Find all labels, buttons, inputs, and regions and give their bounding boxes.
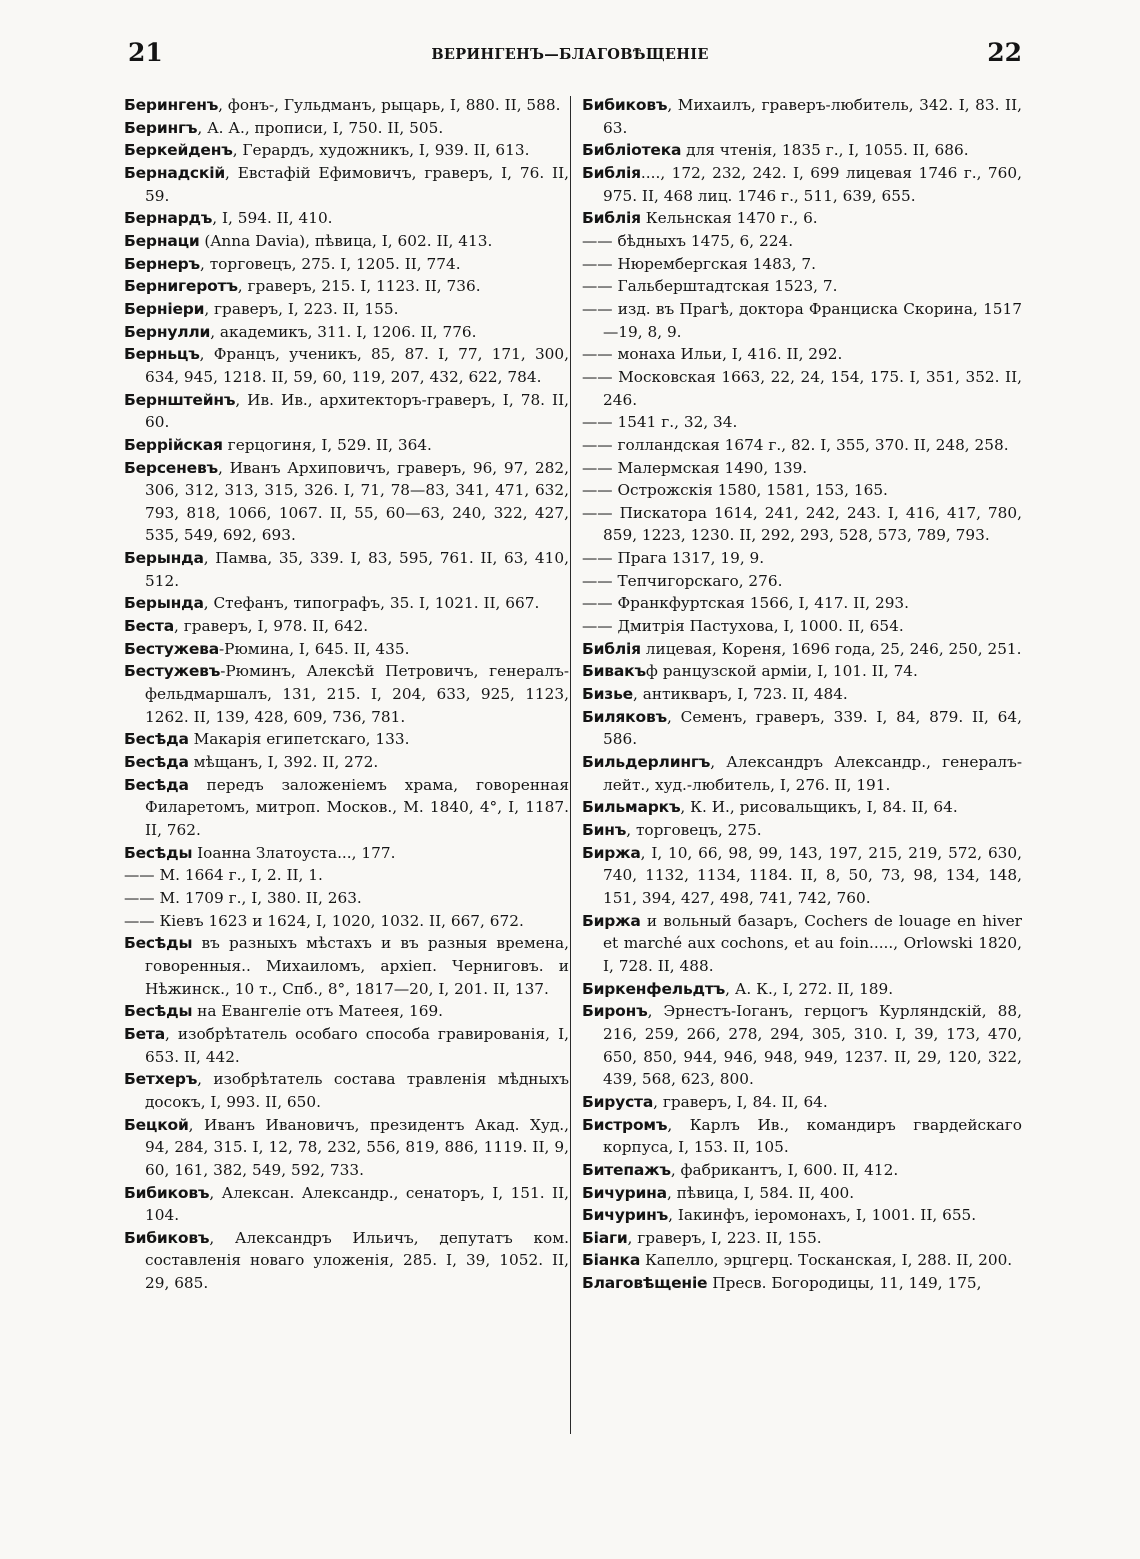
repeat-dash: —— [582,231,613,250]
entry-headword: Бестужевъ [124,662,221,681]
entry-text: Капелло, эрцгерц. Тосканская, I, 288. II, 200. [640,1251,1013,1270]
entry-headword: Біанка [582,1251,641,1270]
entry-headword: Биляковъ [582,707,668,726]
index-entry [124,660,569,728]
index-entry [124,457,569,548]
entry-text: , изобрѣтатель особаго способа гравированія, I, 653. II, 442. [145,1024,569,1066]
entry-headword: Бернулли [124,322,211,341]
index-entry [582,162,1022,207]
entry-text: , антикваръ, I, 723. II, 484. [633,685,848,704]
entry-headword: Бесѣда [124,730,189,749]
index-entry [582,592,1022,615]
index-entry [582,570,1022,593]
entry-text: , Евстафій Ефимовичъ, граверъ, I, 76. II, 59. [145,163,569,205]
index-entry [582,366,1022,411]
entry-text: , А. К., I, 272. II, 189. [725,979,894,998]
entry-headword: Бесѣда [124,775,189,794]
index-entry [582,1000,1022,1091]
repeat-dash: —— [582,254,613,273]
index-entry [582,230,1022,253]
entry-text: , Памва, 35, 339. I, 83, 595, 761. II, 63, 410, 512. [145,549,569,590]
entry-text: , Іакинфъ, іеромонахъ, I, 1001. II, 655. [668,1206,977,1225]
entry-text: , Алексан. Александр., сенаторъ, I, 151. II, 104. [145,1183,569,1225]
index-entry [582,547,1022,570]
entry-text: , Стефанъ, типографъ, 35. I, 1021. II, 667. [203,594,540,613]
index-entry [582,638,1022,661]
index-entry [582,139,1022,162]
entry-text: , граверъ, 215. I, 1123. II, 736. [237,277,481,296]
entry-text: Московская 1663, 22, 24, 154, 175. I, 351, 352. II, 246. [603,367,1022,409]
index-entry [582,434,1022,457]
entry-text: Малермская 1490, 139. [612,458,808,477]
index-entry [124,592,569,615]
entry-text: , фабрикантъ, I, 600. II, 412. [670,1160,899,1179]
entry-text: 1541 г., 32, 34. [612,413,738,432]
entry-text: Тепчигорскаго, 276. [612,571,783,590]
entry-text: , граверъ, I, 978. II, 642. [173,617,369,636]
entry-headword: Біаги [582,1228,628,1247]
entry-text: Іоанна Златоуста..., 177. [192,843,396,862]
entry-headword: Библіотека [582,141,682,160]
entry-text: М. 1664 г., I, 2. II, 1. [154,866,323,885]
index-entry [124,615,569,638]
entry-headword: Бернадскій [124,163,225,182]
entry-text: , торговецъ, 275. I, 1205. II, 774. [200,254,461,273]
entry-headword: Бета [124,1024,165,1043]
entry-text: -Рюмина, I, 645. II, 435. [219,639,410,658]
entry-text: , торговецъ, 275. [626,821,762,839]
entry-headword: Биркенфельдтъ [582,979,726,998]
index-entry [582,615,1022,638]
index-entry [124,139,569,162]
entry-text: , фонъ-, Гульдманъ, рыцарь, I, 880. II, 588. [218,96,561,114]
index-entry [582,978,1022,1001]
entry-headword: Берында [124,549,204,568]
index-entry [582,207,1022,230]
entry-headword: Берніери [124,299,205,318]
entry-text: бѣдныхъ 1475, 6, 224. [612,231,794,250]
entry-text: , Иванъ Ивановичъ, президентъ Акад. Худ., 94, 284, 315. I, 12, 78, 232, 556, 819, 886, 1119. II, 9, 60, 161, 382, 549, 592, 733. [145,1115,569,1179]
entry-headword: Бесѣды [124,1002,193,1021]
entry-headword: Бильдерлингъ [582,753,711,772]
index-entry [124,774,569,842]
entry-text: мѣщанъ, I, 392. II, 272. [188,753,379,772]
entry-text: въ разныхъ мѣстахъ и въ разныя времена, говоренныя.. Михаиломъ, архіеп. Черниговъ. и Нѣжинск., 10 т., Спб., 8°, 1817—20, I, 201. II, 137. [145,934,569,998]
entry-text: -Рюминъ, Алексѣй Петровичъ, генералъ-фельдмаршалъ, 131, 215. I, 204, 633, 925, 1123, 1262. II, 139, 428, 609, 736, 781. [145,662,569,726]
entry-text: Прага 1317, 19, 9. [612,549,765,568]
index-entry [124,864,569,887]
index-entry [582,275,1022,298]
index-entry [582,502,1022,547]
repeat-dash: —— [582,617,613,636]
index-entry [124,1227,569,1295]
entry-headword: Бибиковъ [124,1183,210,1202]
entry-headword: Бибиковъ [124,1228,210,1247]
entry-text: , А. А., прописи, I, 750. II, 505. [197,118,444,137]
entry-headword: Бестужева [124,639,220,658]
entry-headword: Библія [582,163,641,182]
entry-headword: Бецкой [124,1115,189,1134]
entry-headword: Бибиковъ [582,96,668,114]
index-entry [582,842,1022,910]
right-column [582,94,1022,1295]
entry-text: Макарія египетскаго, 133. [188,730,410,749]
index-entry [124,207,569,230]
repeat-dash: —— [582,481,613,500]
entry-headword: Библія [582,209,641,228]
entry-headword: Биржа [582,843,641,862]
entry-headword: Бистромъ [582,1115,668,1134]
entry-headword: Берсеневъ [124,458,219,477]
index-entry [582,1249,1022,1272]
entry-headword: Бернеръ [124,254,200,273]
entry-text: , Михаилъ, граверъ-любитель, 342. I, 83. II, 63. [603,96,1022,137]
entry-text: герцогиня, I, 529. II, 364. [222,435,432,454]
index-entry [124,751,569,774]
entry-headword: Бернигеротъ [124,277,238,296]
left-page-number: 21 [128,38,163,67]
entry-text: , пѣвица, I, 584. II, 400. [666,1183,855,1202]
index-entry [124,253,569,276]
entry-text: Кіевъ 1623 и 1624, I, 1020, 1032. II, 667, 672. [154,911,524,930]
repeat-dash: —— [582,571,613,590]
entry-text: монаха Ильи, I, 416. II, 292. [612,345,843,364]
index-entry [582,94,1022,139]
index-entry [582,910,1022,978]
entry-text: для чтенія, 1835 г., I, 1055. II, 686. [681,141,969,160]
index-entry [124,162,569,207]
index-entry [124,230,569,253]
entry-text: , Иванъ Архиповичъ, граверъ, 96, 97, 282, 306, 312, 313, 315, 326. I, 71, 78—83, 341, 471, 632, 793, 818, 1066, 1067. II, 55, 60—63, 240, 322, 427, 535, 549, 692, 693. [145,458,569,545]
entry-text: Гальберштадтская 1523, 7. [612,277,838,296]
repeat-dash: —— [124,888,155,907]
index-entry [582,683,1022,706]
index-entry [124,1000,569,1023]
index-entry [124,728,569,751]
entry-text: Нюрембергская 1483, 7. [612,254,816,273]
entry-headword: Бивакъ [582,662,646,681]
entry-text: Острожскія 1580, 1581, 153, 165. [612,481,888,500]
index-entry [582,343,1022,366]
entry-text: , граверъ, I, 223. II, 155. [204,299,399,318]
index-entry [582,796,1022,819]
repeat-dash: —— [582,458,613,477]
index-entry [124,389,569,434]
repeat-dash: —— [124,866,155,885]
index-entry [124,910,569,933]
index-entry [582,1227,1022,1250]
index-entry [124,94,569,117]
entry-text: , I, 594. II, 410. [212,209,333,228]
entry-headword: Берында [124,594,204,613]
page-header [0,38,1140,78]
running-title: ВЕРИНГЕНЪ—БЛАГОВѢЩЕНІЕ [431,46,709,63]
entry-text: , изобрѣтатель состава травленія мѣдныхъ досокъ, I, 993. II, 650. [145,1070,569,1111]
index-entry [124,1023,569,1068]
repeat-dash: —— [582,435,613,454]
entry-text: , Александръ Ильичъ, депутатъ ком. составленія новаго уложенія, 285. I, 39, 1052. II, 29, 685. [145,1228,569,1293]
left-column [124,94,569,1295]
entry-text: и вольный базаръ, Cochers de louage en hiver et marché aux cochons, et au foin....., Orlowski 1820, I, 728. II, 488. [603,911,1022,975]
repeat-dash: —— [582,413,613,432]
entry-text: Пискатора 1614, 241, 242, 243. I, 416, 417, 780, 859, 1223, 1230. II, 292, 293, 528, 573, 789, 793. [603,503,1022,545]
index-entry [124,638,569,661]
repeat-dash: —— [582,345,613,364]
column-divider [570,96,571,1434]
entry-headword: Бируста [582,1092,654,1111]
entry-headword: Битепажъ [582,1160,671,1179]
entry-text: , Александръ Александр., генералъ-лейт., худ.-любитель, I, 276. II, 191. [603,753,1022,794]
entry-headword: Берингъ [124,118,198,137]
entry-headword: Бичуринъ [582,1206,669,1225]
entry-text: , К. И., рисовальщикъ, I, 84. II, 64. [680,798,958,817]
index-entry [582,660,1022,683]
entry-text: (Anna Davia), пѣвица, I, 602. II, 413. [199,231,493,250]
index-entry [582,479,1022,502]
right-page-number: 22 [987,38,1022,67]
entry-headword: Бернштейнъ [124,390,236,409]
index-entry [124,298,569,321]
entry-text: на Евангеліе отъ Матеея, 169. [192,1002,444,1021]
entry-headword: Бинъ [582,821,627,839]
index-entry [124,842,569,865]
index-entry [124,117,569,140]
index-entry [124,1114,569,1182]
repeat-dash: —— [582,299,613,318]
entry-headword: Библія [582,639,641,658]
entry-headword: Бизье [582,685,633,704]
index-entry [582,1204,1022,1227]
entry-text: , граверъ, I, 84. II, 64. [653,1092,828,1111]
entry-text: Кельнская 1470 г., 6. [640,209,818,228]
index-entry [582,819,1022,842]
repeat-dash: —— [124,911,155,930]
entry-text: Дмитрія Пастухова, I, 1000. II, 654. [612,617,904,636]
entry-headword: Бетхеръ [124,1070,198,1089]
index-entry [124,547,569,592]
entry-headword: Берньцъ [124,345,200,364]
entry-text: изд. въ Прагѣ, доктора Франциска Скорина, 1517—19, 8, 9. [603,299,1022,341]
entry-headword: Беррійская [124,435,223,454]
repeat-dash: —— [582,367,613,386]
index-entry [124,321,569,344]
entry-text: , Францъ, ученикъ, 85, 87. I, 77, 171, 300, 634, 945, 1218. II, 59, 60, 119, 207, 432, 622, 784. [145,345,569,386]
entry-headword: Бесѣда [124,753,189,772]
index-entry [124,343,569,388]
entry-text: , Герардъ, художникъ, I, 939. II, 613. [232,141,530,160]
repeat-dash: —— [582,549,613,568]
entry-text: , граверъ, I, 223. II, 155. [627,1228,822,1247]
index-entry [124,1068,569,1113]
index-entry [124,932,569,1000]
index-entry [582,1272,1022,1295]
entry-text: , Эрнестъ-Іоганъ, герцогъ Курляндскій, 88, 216, 259, 266, 278, 294, 305, 310. I, 39, 173, 470, 650, 850, 944, 946, 948, 949, 1237. II, 29, 120, 322, 439, 568, 623, 800. [603,1002,1022,1089]
entry-text: Пресв. Богородицы, 11, 149, 175, [707,1274,982,1293]
entry-headword: Бильмаркъ [582,798,681,817]
entry-headword: Берингенъ [124,96,219,114]
entry-text: М. 1709 г., I, 380. II, 263. [154,888,362,907]
index-entry [582,1091,1022,1114]
entry-text: лицевая, Кореня, 1696 года, 25, 246, 250, 251. [640,639,1022,658]
entry-headword: Бичурина [582,1183,667,1202]
index-entry [582,706,1022,751]
repeat-dash: —— [582,277,613,296]
entry-text: , I, 10, 66, 98, 99, 143, 197, 215, 219, 572, 630, 740, 1132, 1134, 1184. II, 8, 50, 73, 98, 134, 148, 151, 394, 427, 498, 741, 742, 760. [603,843,1022,907]
entry-text: передъ заложеніемъ храма, говоренная Филаретомъ, митроп. Москов., М. 1840, 4°, I, 1187. II, 762. [145,775,569,839]
index-entry [582,1114,1022,1159]
index-entry [124,1182,569,1227]
repeat-dash: —— [582,594,613,613]
entry-headword: Бесѣды [124,934,193,953]
repeat-dash: —— [582,503,613,522]
index-entry [124,434,569,457]
entry-headword: Бесѣды [124,843,193,862]
index-entry [582,751,1022,796]
entry-headword: Биронъ [582,1002,648,1021]
entry-text: , Семенъ, граверъ, 339. I, 84, 879. II, 64, 586. [603,707,1022,749]
entry-text: , академикъ, 311. I, 1206. II, 776. [210,322,477,341]
index-entry [124,887,569,910]
entry-text: ф ранцузской арміи, I, 101. II, 74. [645,662,918,681]
entry-text: голландская 1674 г., 82. I, 355, 370. II, 248, 258. [612,435,1009,454]
entry-headword: Беркейденъ [124,141,233,160]
index-entry [582,457,1022,480]
entry-headword: Бернаци [124,231,200,250]
entry-text: ...., 172, 232, 242. I, 699 лицевая 1746 г., 760, 975. II, 468 лиц. 1746 г., 511, 639, 655. [603,163,1022,205]
entry-headword: Бернардъ [124,209,213,228]
index-entry [124,275,569,298]
index-entry [582,1182,1022,1205]
entry-headword: Беста [124,617,174,636]
index-entry [582,253,1022,276]
index-entry [582,298,1022,343]
index-entry [582,1159,1022,1182]
entry-headword: Благовѣщеніе [582,1274,708,1293]
index-entry [582,411,1022,434]
entry-text: Франкфуртская 1566, I, 417. II, 293. [612,594,910,613]
entry-text: , Ив. Ив., архитекторъ-граверъ, I, 78. II, 60. [145,390,569,432]
entry-headword: Биржа [582,911,641,930]
entry-text: , Карлъ Ив., командиръ гвардейскаго корпуса, I, 153. II, 105. [603,1115,1022,1157]
